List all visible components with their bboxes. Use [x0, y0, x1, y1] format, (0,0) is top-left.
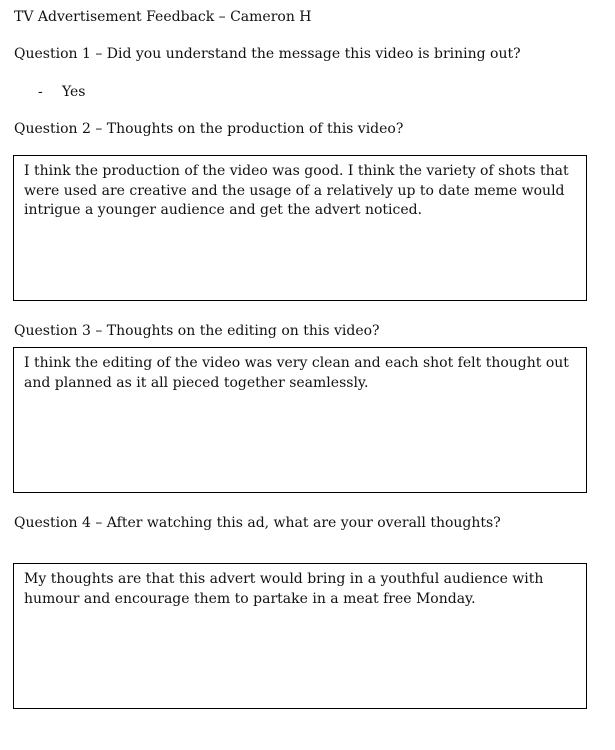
- question-2-answer: I think the production of the video was good. I think the variety of shots that were used are creative and the usage of a relatively up to date meme would intrigue a younger audience and get the advert noticed.: [24, 163, 569, 218]
- question-3-answer: I think the editing of the video was very clean and each shot felt thought out and planned as it all pieced together seamlessly.: [24, 355, 569, 391]
- question-4-label: Question 4 – After watching this ad, what are your overall thoughts?: [14, 515, 501, 531]
- question-4-answer-box: [13, 563, 587, 709]
- question-1-label: Question 1 – Did you understand the message this video is brining out?: [14, 46, 521, 62]
- question-3-label: Question 3 – Thoughts on the editing on this video?: [14, 323, 380, 339]
- question-3-answer-box: [13, 347, 587, 493]
- question-1-answer: Yes: [62, 84, 86, 100]
- question-2-answer-box: [13, 155, 587, 301]
- document-title: TV Advertisement Feedback – Cameron H: [14, 9, 312, 25]
- question-4-answer: My thoughts are that this advert would bring in a youthful audience with humour and encourage them to partake in a meat free Monday.: [24, 571, 544, 607]
- question-2-label: Question 2 – Thoughts on the production of this video?: [14, 121, 404, 137]
- bullet-dash: -: [38, 84, 43, 100]
